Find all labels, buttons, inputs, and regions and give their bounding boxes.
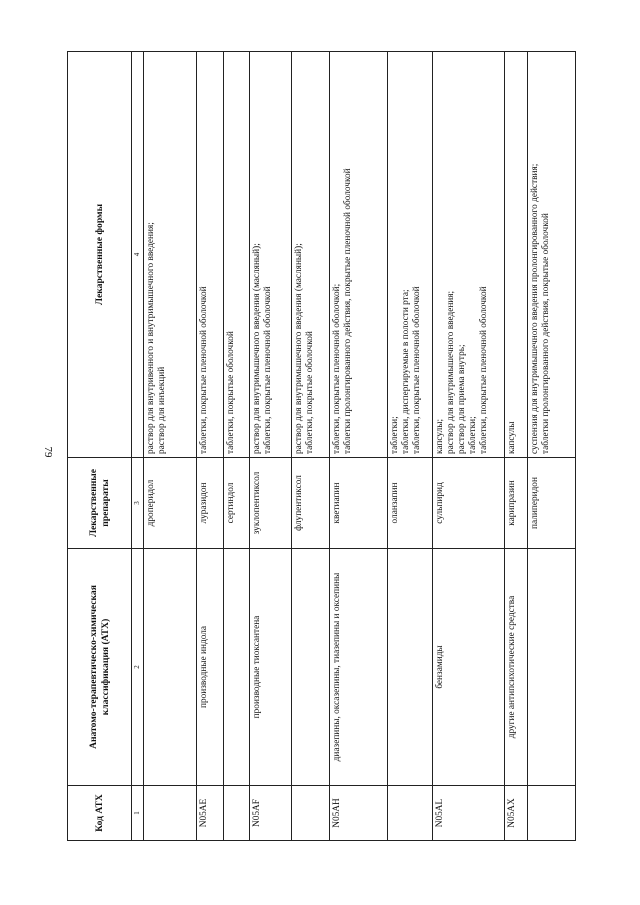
classification-cell bbox=[388, 549, 433, 786]
table-row bbox=[505, 52, 528, 841]
code-cell bbox=[291, 786, 330, 841]
column-number-1: 1 bbox=[132, 786, 144, 841]
forms-cell bbox=[527, 52, 575, 458]
column-number-4: 4 bbox=[132, 52, 144, 458]
table-row bbox=[144, 52, 197, 841]
table-row bbox=[527, 52, 575, 841]
form-line: раствор для внутримышечного введения; bbox=[446, 290, 457, 454]
rotated-page-content bbox=[67, 52, 576, 841]
classification-cell: диазепины, оксазепины, тиазепины и оксепины bbox=[330, 549, 388, 786]
code-cell: N05AE bbox=[196, 786, 224, 841]
column-number-2: 2 bbox=[132, 549, 144, 786]
forms-cell bbox=[330, 52, 388, 458]
forms-cell bbox=[144, 52, 197, 458]
form-line: раствор для инъекций bbox=[156, 366, 167, 454]
code-cell bbox=[388, 786, 433, 841]
header-drugs: Лекарственные препараты bbox=[68, 458, 132, 549]
form-line: таблетки, покрытые пленочной оболочкой bbox=[412, 286, 423, 454]
form-line: таблетки, покрытые пленочной оболочкой bbox=[263, 286, 274, 454]
form-line: раствор для внутривенного и внутримышечного введения; bbox=[146, 222, 156, 454]
table-row bbox=[291, 52, 330, 841]
forms-cell bbox=[505, 52, 528, 458]
forms-cell bbox=[388, 52, 433, 458]
code-cell bbox=[224, 786, 250, 841]
forms-cell bbox=[224, 52, 250, 458]
drug-cell: луразидон bbox=[196, 458, 224, 549]
classification-cell bbox=[224, 549, 250, 786]
drug-cell: дроперидол bbox=[144, 458, 197, 549]
drug-table bbox=[67, 51, 576, 841]
form-line: таблетки пролонгированного действия, покрытые пленочной оболочкой bbox=[343, 168, 354, 454]
classification-cell bbox=[144, 549, 197, 786]
form-line: таблетки, покрытые пленочной оболочкой bbox=[479, 286, 490, 454]
code-cell bbox=[144, 786, 197, 841]
classification-cell bbox=[527, 549, 575, 786]
drug-cell: оланзапин bbox=[388, 458, 433, 549]
form-line: таблетки, покрытые пленочной оболочкой; bbox=[332, 283, 343, 454]
form-line: таблетки; bbox=[390, 416, 401, 454]
form-line: таблетки; bbox=[468, 416, 479, 454]
classification-cell: другие антипсихотические средства bbox=[505, 549, 528, 786]
form-line: раствор для приема внутрь; bbox=[457, 344, 468, 454]
form-line: таблетки, покрытые пленочной оболочкой bbox=[198, 286, 209, 454]
column-number-3: 3 bbox=[132, 458, 144, 549]
classification-cell: производные индола bbox=[196, 549, 224, 786]
page-number: 79 bbox=[42, 446, 54, 458]
code-cell: N05AF bbox=[250, 786, 292, 841]
table-row bbox=[250, 52, 292, 841]
table-row bbox=[433, 52, 505, 841]
header-classification: Анатомо-терапевтическо-химическая классификация (АТХ) bbox=[68, 549, 132, 786]
drug-cell: сульпирид bbox=[433, 458, 505, 549]
drug-cell: карипразин bbox=[505, 458, 528, 549]
drug-cell: палиперидон bbox=[527, 458, 575, 549]
code-cell bbox=[527, 786, 575, 841]
form-line: таблетки, покрытые оболочкой bbox=[226, 331, 237, 454]
form-line: капсулы bbox=[507, 421, 518, 454]
form-line: раствор для внутримышечного введения (масляный); bbox=[252, 243, 263, 454]
form-line: таблетки, диспергируемые в полости рта; bbox=[401, 289, 412, 454]
forms-cell bbox=[196, 52, 224, 458]
form-line: суспензия для внутримышечного введения пролонгированного действия; bbox=[529, 163, 540, 454]
drug-cell: сертиндол bbox=[224, 458, 250, 549]
form-line: раствор для внутримышечного введения (масляный); bbox=[293, 243, 304, 454]
table-row bbox=[388, 52, 433, 841]
classification-cell: бензамиды bbox=[433, 549, 505, 786]
classification-cell bbox=[291, 549, 330, 786]
forms-cell bbox=[250, 52, 292, 458]
header-code: Код АТХ bbox=[68, 786, 132, 841]
forms-cell bbox=[433, 52, 505, 458]
table-body bbox=[144, 52, 576, 841]
form-line: таблетки, покрытые оболочкой bbox=[304, 331, 315, 454]
table-row bbox=[330, 52, 388, 841]
table-row bbox=[196, 52, 224, 841]
code-cell: N05AX bbox=[505, 786, 528, 841]
drug-cell: зуклопентиксол bbox=[250, 458, 292, 549]
code-cell: N05AH bbox=[330, 786, 388, 841]
drug-cell: флупентиксол bbox=[291, 458, 330, 549]
forms-cell bbox=[291, 52, 330, 458]
header-forms: Лекарственные формы bbox=[68, 52, 132, 458]
form-line: таблетки пролонгированного действия, покрытые оболочкой bbox=[540, 213, 551, 454]
code-cell: N05AL bbox=[433, 786, 505, 841]
drug-cell: кветиапин bbox=[330, 458, 388, 549]
table-row bbox=[224, 52, 250, 841]
classification-cell: производные тиоксантена bbox=[250, 549, 292, 786]
form-line: капсулы; bbox=[435, 418, 446, 454]
